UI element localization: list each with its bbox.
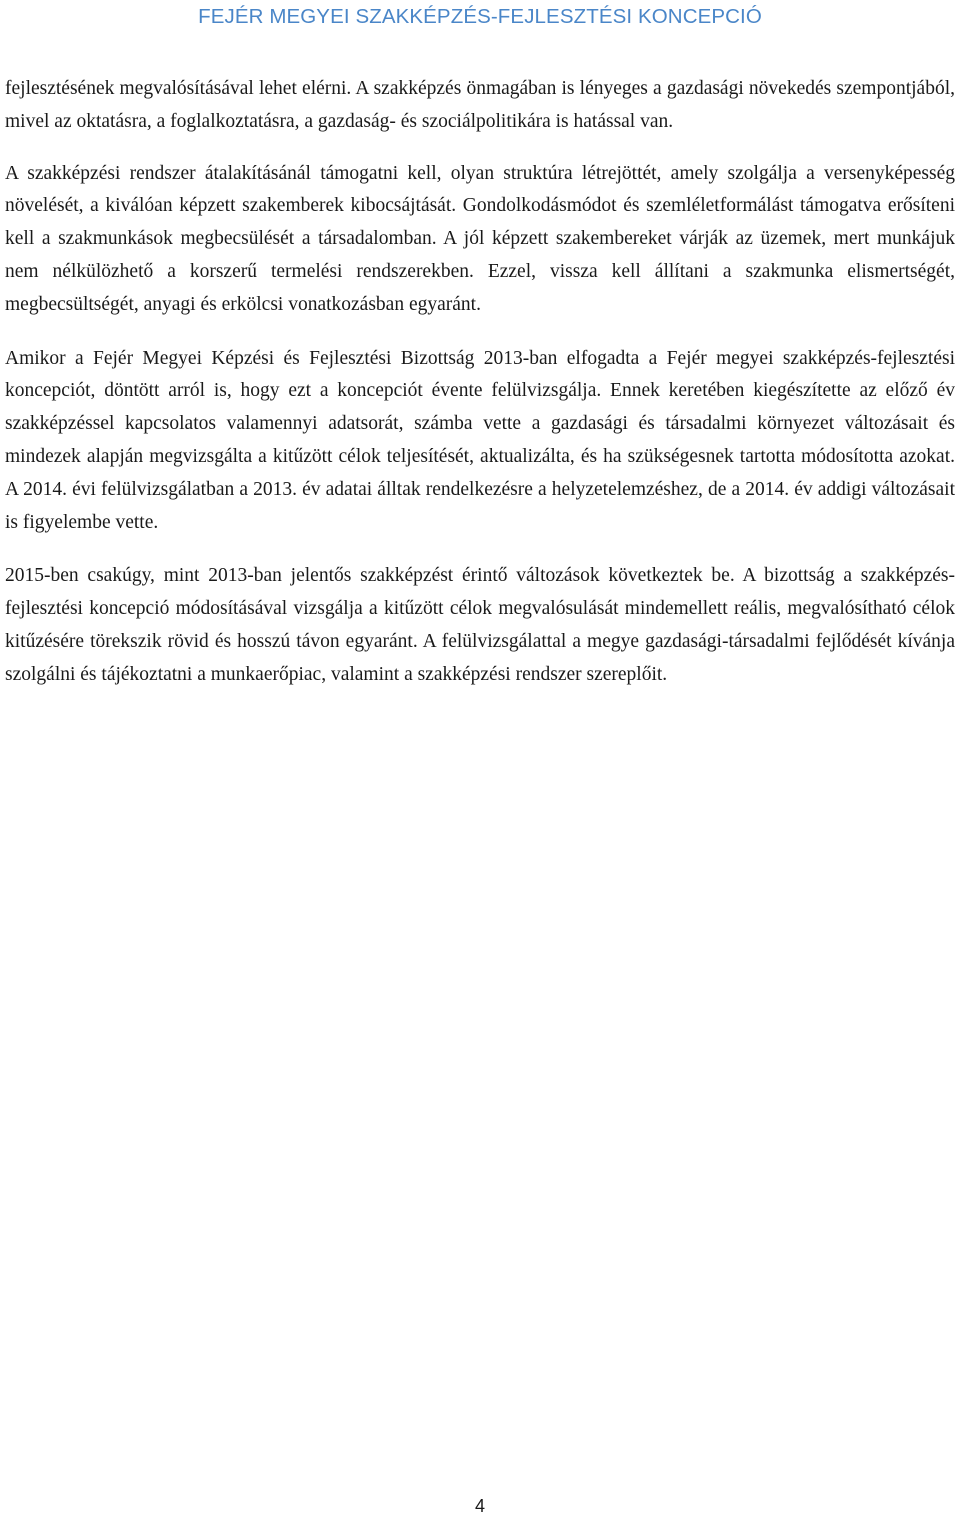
page-number: 4 [474,1496,485,1516]
body-paragraph-4: 2015-ben csakúgy, mint 2013-ban jelentős szakképzést érintő változások következtek be. A bizottság a szakképzés-fejlesztési koncepció módosításával vizsgálja a kitűzött célok megvalósulását mindemellett reális, megvalósítható célok kitűzésére törekszik rövid és hosszú távon egyaránt. A felülvizsgálattal a megye gazdasági-társadalmi fejlődését kívánja szolgálni és tájékoztatni a munkaerőpiac, valamint a szakképzési rendszer szereplőit. [5,565,955,685]
body-paragraph-3: Amikor a Fejér Megyei Képzési és Fejlesztési Bizottság 2013-ban elfogadta a Fejér megyei szakképzés-fejlesztési koncepciót, döntött arról is, hogy ezt a koncepciót évente felülvizsgálja. Ennek keretében kiegészítette az előző év szakképzéssel kapcsolatos valamennyi adatsorát, számba vette a gazdasági és társadalmi környezet változásait és mindezek alapján megvizsgálta a kitűzött célok teljesítését, aktualizálta, és ha szükségesnek tartotta módosította azokat. A 2014. évi felülvizsgálatban a 2013. év adatai álltak rendelkezésre a helyzetelemzéshez, de a 2014. év addigi változásait is figyelembe vette. [5,347,955,533]
page-header-title: FEJÉR MEGYEI SZAKKÉPZÉS-FEJLESZTÉSI KONCEPCIÓ [198,5,762,28]
document-body [5,73,955,713]
body-paragraph-1: fejlesztésének megvalósításával lehet elérni. A szakképzés önmagában is lényeges a gazdasági növekedés szempontjából, mivel az oktatásra, a foglalkoztatásra, a gazdaság- és szociálpolitikára is hatással van. [5,78,955,132]
body-paragraph-2: A szakképzési rendszer átalakításánál támogatni kell, olyan struktúra létrejöttét, amely szolgálja a versenyképesség növelését, a kiválóan képzett szakemberek kibocsájtását. Gondolkodásmódot és szemléletformálást támogatva erősíteni kell a szakmunkások megbecsülését a társadalomban. A jól képzett szakembereket várják az üzemek, mert munkájuk nem nélkülözhető a korszerű termelési rendszerekben. Ezzel, vissza kell állítani a szakmunka elismertségét, megbecsültségét, anyagi és erkölcsi vonatkozásban egyaránt. [5,162,955,315]
